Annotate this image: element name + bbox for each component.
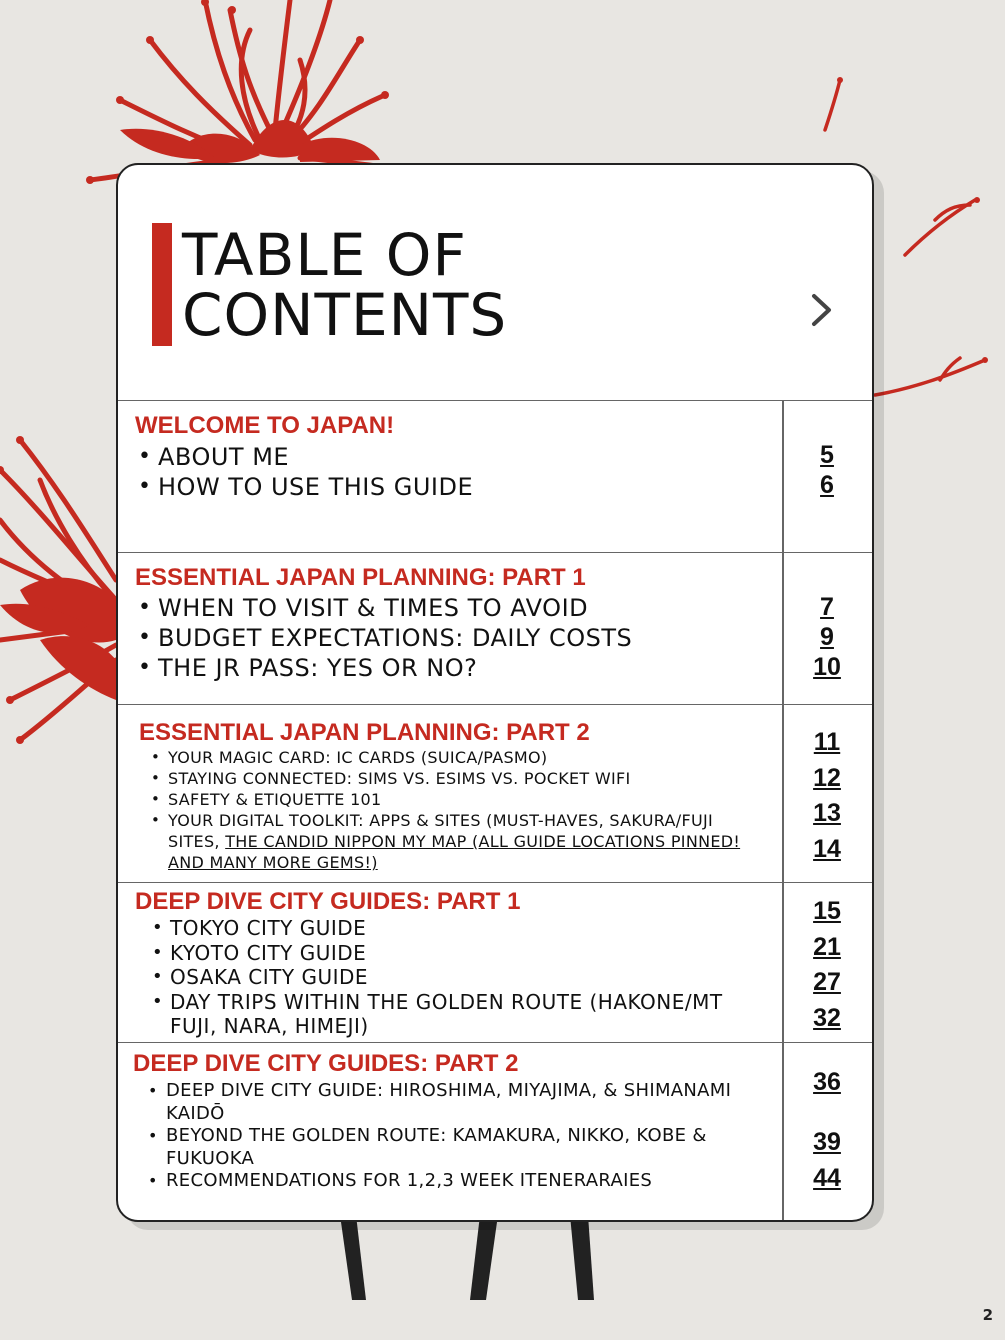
page-title-line1: TABLE OF [182, 221, 467, 289]
list-item[interactable]: • HOW TO USE THIS GUIDE [118, 472, 473, 502]
page-link[interactable]: 5 [820, 441, 834, 469]
section-items [118, 442, 473, 502]
chevron-right-icon[interactable] [810, 293, 834, 327]
section-items [118, 916, 758, 1039]
title-panel [118, 165, 872, 401]
list-item[interactable]: • STAYING CONNECTED: SIMS VS. ESIMS VS. POCKET WIFI [118, 768, 758, 789]
page-link[interactable]: 7 [820, 593, 834, 621]
table-of-contents-board [116, 163, 874, 1222]
page-link[interactable]: 32 [813, 1003, 841, 1032]
toc-section-planning-part1 [118, 552, 872, 705]
page-link[interactable]: 21 [813, 932, 841, 961]
list-item-text: YOUR DIGITAL TOOLKIT: APPS & SITES (MUST-HAVES, SAKURA/FUJI SITES, [168, 811, 714, 851]
page-link[interactable]: 27 [813, 968, 841, 996]
section-title: ESSENTIAL JAPAN PLANNING: PART 2 [139, 719, 590, 746]
section-items [118, 593, 632, 683]
list-item[interactable]: • THE JR PASS: YES OR NO? [118, 653, 632, 683]
page-link[interactable]: 39 [813, 1128, 841, 1156]
page-link[interactable]: 15 [813, 897, 841, 925]
list-item[interactable]: • DEEP DIVE CITY GUIDE: HIROSHIMA, MIYAJIMA, & SHIMANAMI KAIDŌ [118, 1080, 773, 1125]
page-link[interactable]: 6 [820, 471, 834, 499]
list-item[interactable]: • KYOTO CITY GUIDE [118, 941, 758, 966]
toc-section-city-guides-part2 [118, 1042, 872, 1220]
page-link[interactable]: 9 [820, 623, 834, 651]
list-item[interactable]: • BEYOND THE GOLDEN ROUTE: KAMAKURA, NIKKO, KOBE & FUKUOKA [118, 1125, 773, 1170]
my-map-link[interactable]: THE CANDID NIPPON MY MAP (ALL GUIDE LOCATIONS PINNED! AND MANY MORE GEMS!) [168, 832, 741, 872]
list-item[interactable]: • ABOUT ME [118, 442, 473, 472]
page-link[interactable]: 11 [813, 728, 841, 756]
page-link[interactable]: 10 [813, 653, 841, 681]
list-item[interactable]: • DAY TRIPS WITHIN THE GOLDEN ROUTE (HAKONE/MT FUJI, NARA, HIMEJI) [118, 990, 758, 1039]
page-numbers [782, 725, 872, 867]
list-item[interactable]: • SAFETY & ETIQUETTE 101 [118, 789, 758, 810]
section-title: WELCOME TO JAPAN! [135, 412, 395, 439]
page-numbers [782, 440, 872, 500]
list-item[interactable]: • RECOMMENDATIONS FOR 1,2,3 WEEK ITENERARAIES [118, 1170, 773, 1193]
page-link[interactable]: 13 [813, 799, 841, 827]
title-accent-bar [152, 223, 172, 346]
toc-section-planning-part2 [118, 705, 872, 883]
list-item[interactable]: • YOUR MAGIC CARD: IC CARDS (SUICA/PASMO) [118, 747, 758, 768]
section-items [118, 1080, 773, 1193]
section-title: ESSENTIAL JAPAN PLANNING: PART 1 [135, 564, 586, 591]
list-item[interactable]: • TOKYO CITY GUIDE [118, 916, 758, 941]
page-number: 2 [982, 1306, 993, 1324]
list-item[interactable] [118, 810, 758, 873]
page-title-line2: CONTENTS [182, 281, 508, 349]
list-item[interactable]: • BUDGET EXPECTATIONS: DAILY COSTS [118, 623, 632, 653]
toc-section-city-guides-part1 [118, 882, 872, 1043]
section-title: DEEP DIVE CITY GUIDES: PART 1 [135, 888, 521, 915]
section-title: DEEP DIVE CITY GUIDES: PART 2 [133, 1050, 519, 1077]
section-items [118, 747, 758, 873]
page-numbers [782, 894, 872, 1036]
page-link[interactable]: 12 [813, 763, 841, 792]
page-numbers [782, 1064, 872, 1196]
page-link[interactable]: 44 [813, 1164, 841, 1192]
list-item[interactable]: • WHEN TO VISIT & TIMES TO AVOID [118, 593, 632, 623]
toc-section-welcome [118, 400, 872, 553]
page-numbers [782, 592, 872, 682]
page-link[interactable]: 36 [813, 1068, 841, 1096]
page-link[interactable]: 14 [813, 834, 841, 863]
list-item[interactable]: • OSAKA CITY GUIDE [118, 965, 758, 990]
